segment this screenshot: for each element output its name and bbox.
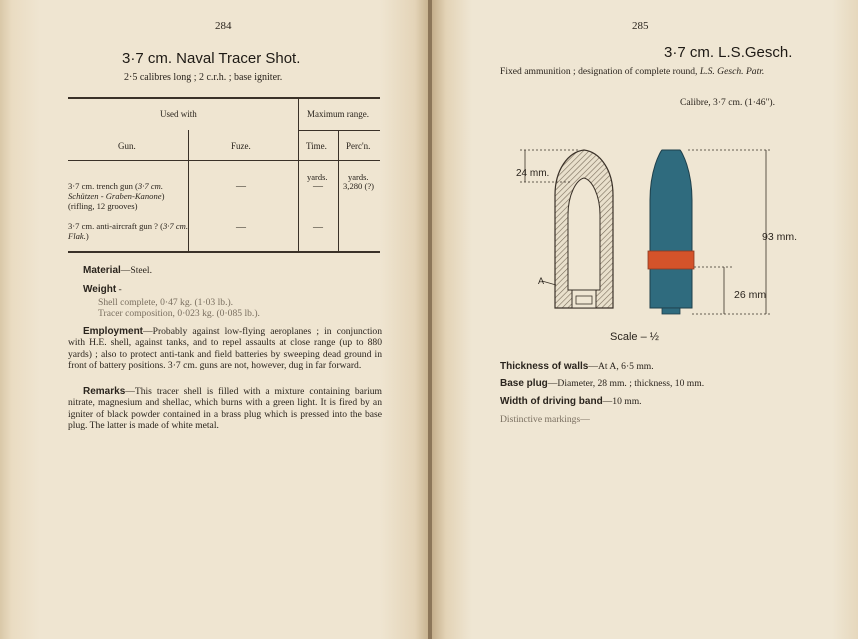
material-label: Material [83,265,121,276]
page-number-right: 285 [632,20,649,32]
weight-label: Weight [83,284,117,295]
row-gun-text: 3·7 cm. anti-aircraft gun ? ( [68,221,163,231]
table-header-used-with: Used with [160,109,197,119]
remarks-text: —This tracer shell is filled with a mixture containing barium nitrate, magnesium and shellac, which burns with a green light. It is fired by an igniter of black powder contained in a brass plug which is pressed into the base plug. The latter is made of white metal. [68,386,382,432]
row-gun-german: 3·7 cm. Flak. [68,221,189,241]
employment-label: Employment [83,326,144,337]
driving-band-value: —10 mm. [602,396,642,407]
table-col-gun: Gun. [118,141,136,151]
table-col-time: Time. [306,141,327,151]
calibre-text: Calibre, 3·7 cm. (1·46"). [680,97,776,108]
designation: L.S. Gesch. Patr. [699,66,765,77]
row-gun-german: 3·7 cm. Schützen - Graben-Kanone [68,181,163,201]
base-plug-line [500,378,704,389]
row-fuze: — [236,222,246,233]
remarks-paragraph [68,386,382,432]
right-page-title: 3·7 cm. L.S.Gesch. [664,44,793,61]
walls-line [500,361,654,372]
base-plug-value: —Diameter, 28 mm. ; thickness, 10 mm. [547,378,705,389]
table-header-max-range: Maximum range. [307,109,369,119]
remarks-label: Remarks [83,386,126,397]
row-perc: 3,280 (?) [343,181,375,191]
dimension-24mm: 24 mm. [516,168,550,179]
row-gun-close: ) [161,191,165,201]
table-unit-time: yards. [307,172,328,182]
fixed-text: Fixed ammunition ; designation of complete round, [500,66,700,77]
shell-section-drawing [542,150,613,308]
row-gun-close: ) [85,231,89,241]
row-time: — [313,222,323,233]
material-value: —Steel. [120,265,152,276]
material-line [83,265,152,276]
employment-paragraph [68,326,382,372]
table-subrule [298,130,380,131]
table-row [68,181,186,211]
shell-exterior-drawing [648,150,694,314]
weight-heading [83,284,122,295]
row-gun-note: (rifling, 12 grooves) [68,201,138,211]
table-row [68,221,190,241]
driving-band-label: Width of driving band [500,396,603,407]
left-page [0,0,428,639]
row-time: — [313,181,323,192]
weight-shell: Shell complete, 0·47 kg. (1·03 lb.). [98,297,234,308]
right-page [432,0,858,639]
scale-value: ½ [649,331,659,343]
table-col-fuze: Fuze. [231,141,251,151]
walls-label: Thickness of walls [500,361,589,372]
table-header-rule [68,160,380,161]
table-top-rule [68,97,380,99]
employment-text: —Probably against low-flying aeroplanes ; in conjunction with H.E. shell, against tanks, and to repel assaults at close range (up to 880 yards) ; also to protect anti-tank and field batteries by sweeping dead ground in front of battery positions. 3·7 cm. guns are not, however, dug in far forward. [68,326,382,372]
distinctive-markings: Distinctive markings— [500,414,590,425]
left-page-title: 3·7 cm. Naval Tracer Shot. [122,50,301,67]
driving-band-line [500,396,642,407]
table-col-perc: Perc'n. [346,141,371,151]
label-a: A [538,276,545,286]
walls-value: —At A, 6·5 mm. [588,361,654,372]
weight-dash: - [116,284,122,295]
dimension-26mm: 26 mm [734,289,767,301]
table-col-divider [338,130,339,251]
fixed-ammunition-text [500,66,800,77]
row-fuze: — [236,181,246,192]
base-plug-label: Base plug [500,378,548,389]
table-bottom-rule [68,251,380,253]
page-number-left: 284 [215,20,232,32]
scale-text: Scale – [610,331,650,343]
row-gun-text: 3·7 cm. trench gun ( [68,181,138,191]
dimension-93mm: 93 mm. [762,231,798,243]
table-unit-perc: yards. [348,172,369,182]
scale-label [610,331,659,343]
left-page-subtitle: 2·5 calibres long ; 2 c.r.h. ; base igniter. [124,72,283,83]
table-col-divider [298,99,299,251]
weight-tracer: Tracer composition, 0·023 kg. (0·085 lb.). [98,308,260,319]
